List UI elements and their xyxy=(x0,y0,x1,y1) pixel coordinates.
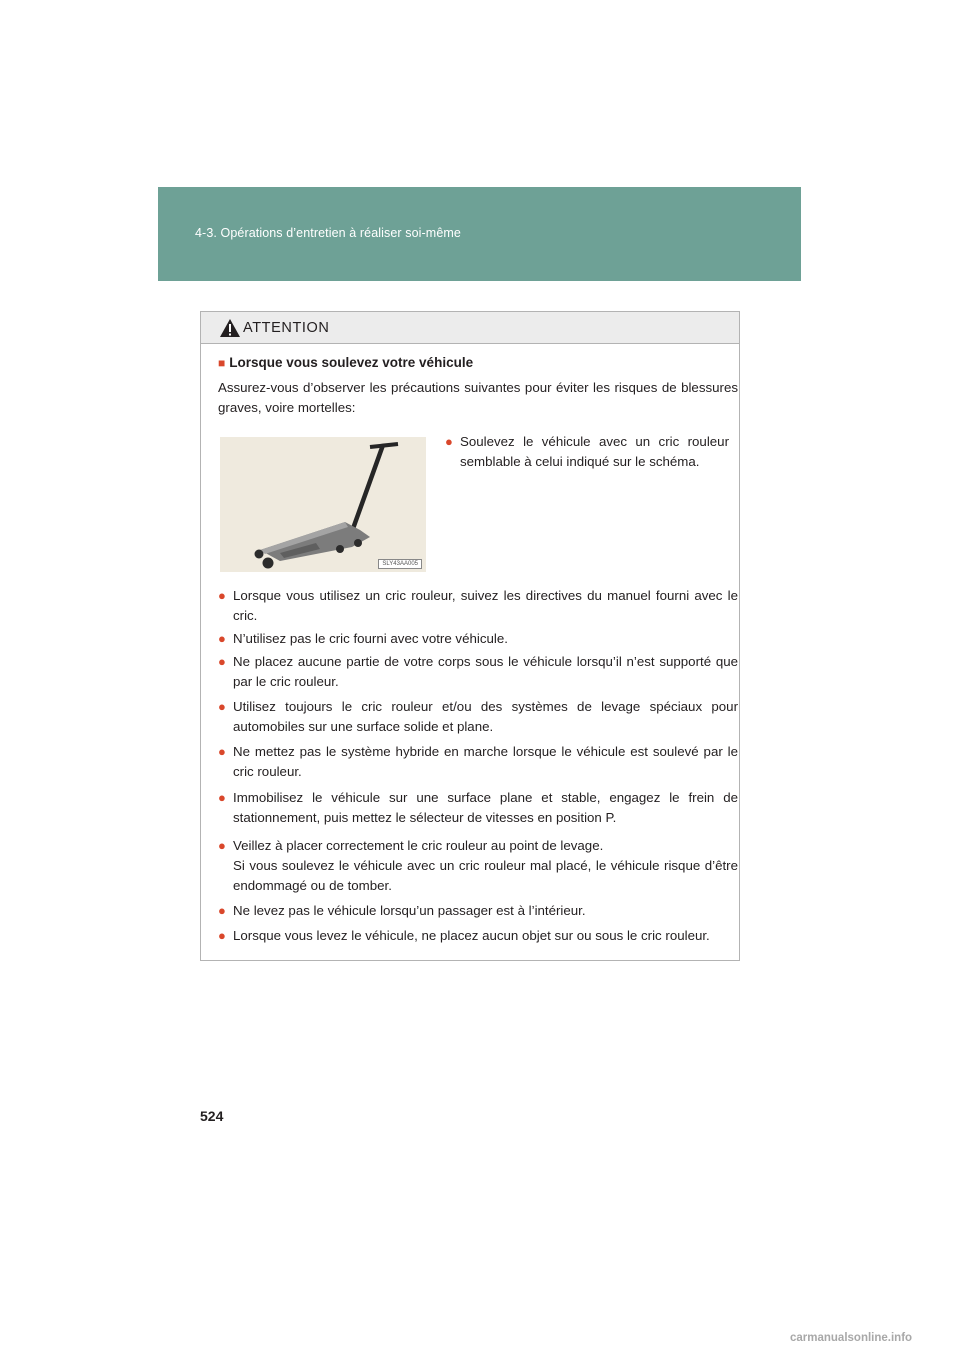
square-marker-icon: ■ xyxy=(218,356,226,370)
bullet-item: ● Lorsque vous levez le véhicule, ne placez aucun objet sur ou sous le cric rouleur. xyxy=(218,926,738,946)
caution-box xyxy=(200,311,740,961)
bullet-item: ● Ne levez pas le véhicule lorsqu’un passager est à l’intérieur. xyxy=(218,901,738,921)
bullet-dot-icon: ● xyxy=(218,928,226,943)
caution-label: ATTENTION xyxy=(243,320,330,336)
bullet-item: ● N’utilisez pas le cric fourni avec votre véhicule. xyxy=(218,629,738,649)
bullet-dot-icon: ● xyxy=(218,838,226,853)
floor-jack-drawing xyxy=(220,437,426,572)
bullet-dot-icon: ● xyxy=(218,631,226,646)
bullet-dot-icon: ● xyxy=(218,588,226,603)
bullet-item: ● Lorsque vous utilisez un cric rouleur, suivez les directives du manuel fourni avec le cric. xyxy=(218,588,738,623)
bullet-dot-icon: ● xyxy=(218,903,226,918)
floor-jack-illustration xyxy=(220,437,426,572)
bullet-item: ● Ne mettez pas le système hybride en marche lorsque le véhicule est soulevé par le cric rouleur. xyxy=(218,744,738,779)
bullet-item: ● Immobilisez le véhicule sur une surface plane et stable, engagez le frein de stationnement, puis mettez le sélecteur de vitesses en position P. xyxy=(218,790,738,825)
bullet-item: ● Utilisez toujours le cric rouleur et/ou des systèmes de levage spéciaux pour automobiles sur une surface solide et plane. xyxy=(218,699,738,734)
caution-header xyxy=(201,312,739,344)
intro-text: Assurez-vous d’observer les précautions suivantes pour éviter les risques de blessures graves, voire mortelles: xyxy=(218,380,738,415)
bullet-item: ● Veillez à placer correctement le cric rouleur au point de levage. Si vous soulevez le véhicule avec un cric rouleur mal placé, le véhicule risque d’être endommagé ou de tomber. xyxy=(218,838,738,893)
bullet-dot-icon: ● xyxy=(218,699,226,714)
bullet-dot-icon: ● xyxy=(445,434,453,449)
bullet-dot-icon: ● xyxy=(218,790,226,805)
caution-subheading: ■ Lorsque vous soulevez votre véhicule xyxy=(218,355,474,370)
bullet-dot-icon: ● xyxy=(218,654,226,669)
page-number: 524 xyxy=(200,1108,224,1124)
illustration-code: SLY43AA005 xyxy=(378,559,422,569)
section-title: 4-3. Opérations d’entretien à réaliser soi-même xyxy=(195,226,461,240)
bullet-item: ● Soulevez le véhicule avec un cric rouleur semblable à celui indiqué sur le schéma. xyxy=(445,434,729,469)
watermark: carmanualsonline.info xyxy=(790,1332,913,1344)
bullet-item: ● Ne placez aucune partie de votre corps sous le véhicule lorsqu’il n’est supporté que par le cric rouleur. xyxy=(218,654,738,689)
warning-triangle-icon xyxy=(219,318,241,338)
bullet-dot-icon: ● xyxy=(218,744,226,759)
